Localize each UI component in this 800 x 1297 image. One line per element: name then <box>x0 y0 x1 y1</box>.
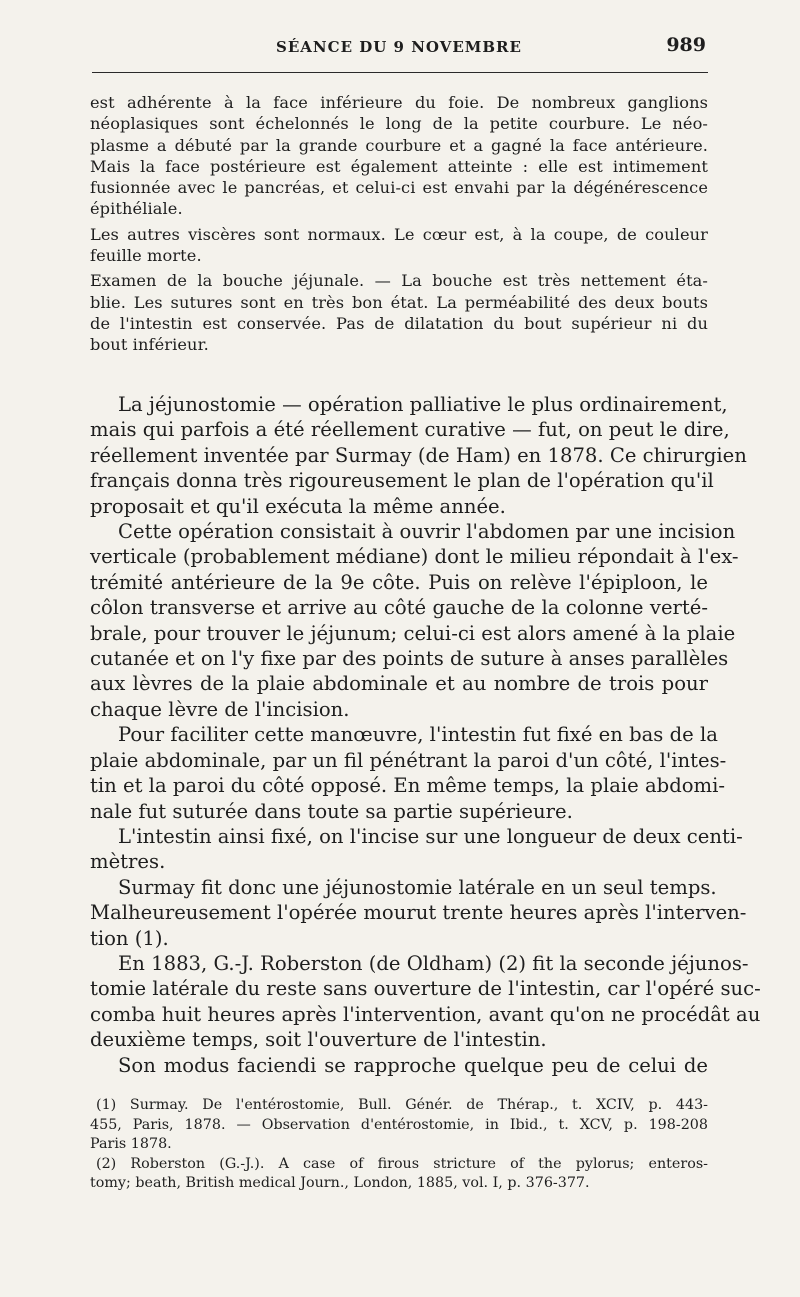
text-line: La jéjunostomie — opération palliative le plus ordinairement, <box>118 393 728 416</box>
text-line: nale fut suturée dans toute sa partie supérieure. <box>90 799 573 823</box>
text-line: plaie abdominale, par un fil pénétrant la paroi d'un côté, l'intes- <box>90 748 727 772</box>
text-line: trémité antérieure de la 9e côte. Puis on relève l'épiploon, le <box>90 570 708 594</box>
text-line: épithéliale. <box>90 199 183 219</box>
text-line: fusionnée avec le pancréas, et celui-ci est envahi par la dégénérescence <box>90 178 708 198</box>
text-line: de l'intestin est conservée. Pas de dilatation du bout supérieur ni du <box>90 313 708 333</box>
text-line: aux lèvres de la plaie abdominale et au nombre de trois pour <box>90 672 708 696</box>
text-line: néoplasiques sont échelonnés le long de la petite courbure. Le néo- <box>90 114 708 134</box>
header-rule <box>92 72 708 73</box>
paragraph <box>90 392 747 519</box>
text-line: feuille morte. <box>90 246 202 266</box>
case-report-section <box>90 92 708 356</box>
text-line: côlon transverse et arrive au côté gauche de la colonne verté- <box>90 596 708 620</box>
text-line: tin et la paroi du côté opposé. En même temps, la plaie abdomi- <box>90 774 726 798</box>
text-line: Cette opération consistait à ouvrir l'abdomen par une incision <box>118 520 736 544</box>
paragraph <box>90 824 743 875</box>
text-line: mètres. <box>90 850 166 874</box>
text-line: français donna très rigoureusement le plan de l'opération qu'il <box>90 469 714 493</box>
paragraph <box>90 224 708 267</box>
text-line: Examen de la bouche jéjunale. — La bouche est très nettement éta- <box>90 271 708 291</box>
text-line: est adhérente à la face inférieure du foie. De nombreux ganglions <box>90 93 708 112</box>
paragraph <box>90 875 747 951</box>
text-line: En 1883, G.-J. Roberston (de Oldham) (2) fit la seconde jéjunos- <box>118 951 749 975</box>
paragraph <box>90 1053 708 1078</box>
text-line: (1) Surmay. De l'entérostomie, Bull. Génér. de Thérap., t. XCIV, p. 443- <box>96 1097 708 1113</box>
text-line: comba huit heures après l'intervention, avant qu'on ne procédât au <box>90 1002 761 1026</box>
text-line: Pour faciliter cette manœuvre, l'intestin fut fixé en bas de la <box>118 723 718 747</box>
text-line: chaque lèvre de l'incision. <box>90 697 350 721</box>
text-line: tomy; beath, British medical Journ., London, 1885, vol. I, p. 376-377. <box>90 1175 590 1192</box>
page-number: 989 <box>666 34 706 56</box>
page-header <box>90 34 708 64</box>
text-line: tomie latérale du reste sans ouverture de l'intestin, car l'opéré suc- <box>90 977 761 1001</box>
text-line: blie. Les sutures sont en très bon état. La perméabilité des deux bouts <box>90 292 708 312</box>
footnotes <box>90 1096 708 1194</box>
running-head: SÉANCE DU 9 NOVEMBRE <box>276 38 522 56</box>
text-line: Mais la face postérieure est également atteinte : elle est intimement <box>90 156 708 176</box>
paragraph <box>90 519 739 722</box>
footnote <box>90 1096 708 1155</box>
text-line: Malheureusement l'opérée mourut trente heures après l'interven- <box>90 901 747 925</box>
paragraph <box>90 951 761 1053</box>
paragraph <box>90 92 708 220</box>
text-line: Son modus faciendi se rapproche quelque peu de celui de <box>118 1053 708 1077</box>
main-text-section <box>90 392 761 1078</box>
text-line: mais qui parfois a été réellement curative — fut, on peut le dire, <box>90 418 730 442</box>
text-line: Les autres viscères sont normaux. Le cœur est, à la coupe, de couleur <box>90 224 708 244</box>
text-line: Surmay fit donc une jéjunostomie latérale en un seul temps. <box>118 875 717 899</box>
text-line: L'intestin ainsi fixé, on l'incise sur une longueur de deux centi- <box>118 824 743 848</box>
text-line: (2) Roberston (G.-J.). A case of firous stricture of the pylorus; enteros- <box>96 1155 708 1172</box>
text-line: 455, Paris, 1878. — Observation d'entérostomie, in Ibid., t. XCV, p. 198-208 <box>90 1116 708 1133</box>
text-line: bout inférieur. <box>90 335 209 355</box>
text-line: deuxième temps, soit l'ouverture de l'intestin. <box>90 1028 547 1052</box>
text-line: tion (1). <box>90 926 169 950</box>
text-line: Paris 1878. <box>90 1136 172 1153</box>
paragraph <box>90 722 727 824</box>
text-line: verticale (probablement médiane) dont le milieu répondait à l'ex- <box>90 545 739 569</box>
footnote <box>90 1155 708 1194</box>
text-line: réellement inventée par Surmay (de Ham) en 1878. Ce chirurgien <box>90 443 747 467</box>
text-line: brale, pour trouver le jéjunum; celui-ci est alors amené à la plaie <box>90 621 736 645</box>
text-line: proposait et qu'il exécuta la même année. <box>90 494 506 518</box>
text-line: cutanée et on l'y fixe par des points de suture à anses parallèles <box>90 647 729 671</box>
text-line: plasme a débuté par la grande courbure et a gagné la face antérieure. <box>90 135 708 155</box>
paragraph <box>90 270 708 355</box>
